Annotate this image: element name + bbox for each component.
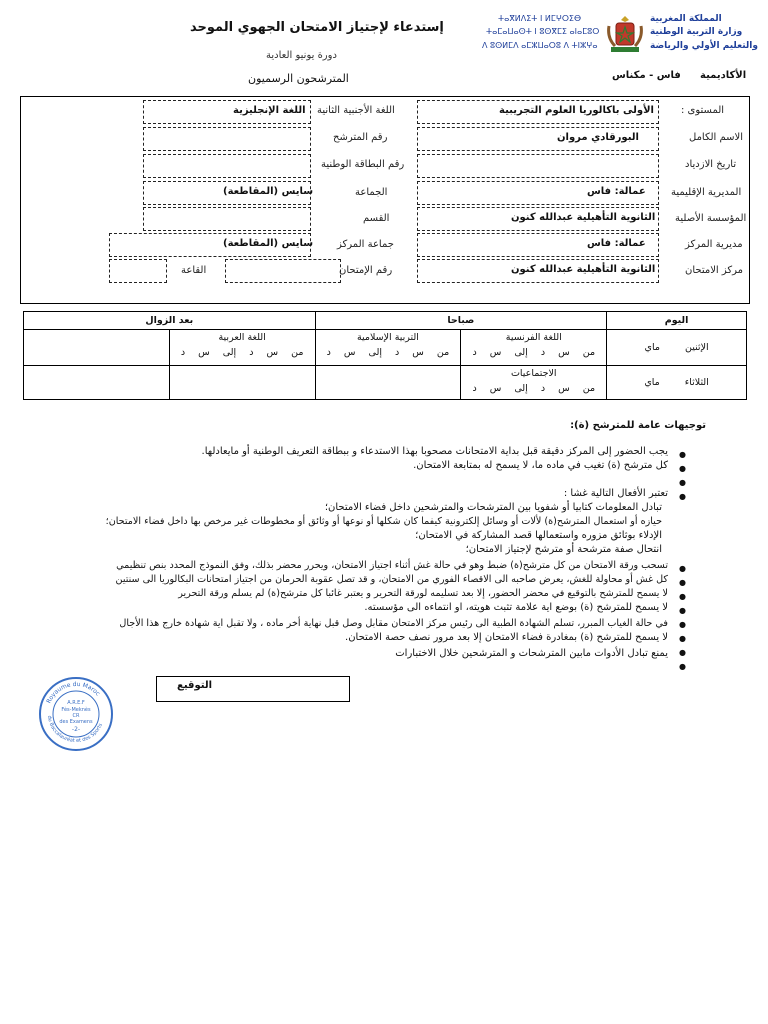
directive-line: تسحب ورقة الامتحان من كل مترشح(ة) ضبط وهو في حالة غش أثناء اجتياز الامتحان، ويحرر محضر بذلك، وفق النموذج المحدد بنص تنظيمي [116, 560, 668, 571]
commune-label: الجماعة [355, 187, 388, 198]
center-dir-label: مديرية المركز [685, 239, 743, 250]
directive-line: لا يسمح للمترشح (ة) بوضع اية علامة تثبت هويته، او انتماءه الى مؤسسته. [364, 602, 668, 613]
morning-header: صباحا [315, 312, 607, 330]
directive-line: تبادل المعلومات كتابيا أو شفويا بين المترشحات والمترشحين داخل فضاء الامتحان؛ [324, 502, 662, 513]
directive-line: تعتبر الأفعال التالية غشا : [563, 488, 668, 499]
bullet: ● [679, 450, 686, 459]
birthdate-label: تاريخ الازدياد [685, 159, 737, 170]
directive-line: كل غش أو محاولة للغش، يعرض صاحبه الى الاقصاء الفوري من الامتحان، و قد تصل عقوبة الحرمان من اجتياز امتحانات البكالوريا الى سنتين [115, 574, 668, 585]
afternoon-header: بعد الزوال [24, 312, 316, 330]
directive-line: لا يسمح للمترشح بالتوقيع في محضر الحضور، إلا بعد تسليمه لورقة التحرير و يعتبر غائبا كل مترشح(ة) لم يسلم ورقة التحرير [178, 588, 668, 599]
fullname-label: الاسم الكامل [689, 132, 744, 143]
lang2-label: اللغة الأجنبية الثانية [317, 105, 395, 116]
slot-empty [315, 366, 461, 400]
directive-line: حيازه أو استعمال المترشح(ة) لألات أو وسائل إلكترونية كيفما كان شكلها أو نوعها أو وثائق أو مخطوطات غير مرخص بها داخل فضاء الامتحان؛ [105, 516, 662, 527]
bullet: ● [679, 662, 686, 671]
ministry-name-line2: والتعليم الأولي والرياضة [650, 41, 758, 51]
directive-line: يمنع تبادل الأدوات مابين المترشحات و المترشحين خلال الاختبارات [395, 648, 668, 659]
commune-value: سايس (المقاطعة) [223, 186, 314, 197]
school-value: الثانوية التأهيلية عبدالله كنون [511, 212, 656, 223]
bullet: ● [679, 648, 686, 657]
document-title: إستدعاء لإجتياز الامتحان الجهوي الموحد [190, 20, 444, 35]
stamp-center-2: Fès-Meknès [61, 707, 91, 713]
stamp-top-text: Royaume du Maroc [45, 680, 102, 705]
bullet: ● [679, 620, 686, 629]
bullet: ● [679, 634, 686, 643]
subject-name: الاجتماعيات [510, 368, 557, 379]
level-value: الأولى باكالوريا العلوم التجريبية [499, 105, 654, 116]
day-tuesday: الثلاثاء ماي [607, 366, 747, 400]
stamp-center-5: -2- [71, 726, 81, 733]
bullet: ● [679, 606, 686, 615]
bullet: ● [679, 478, 686, 487]
birthdate-field [417, 154, 659, 178]
bullet: ● [679, 492, 686, 501]
level-label: المستوى : [681, 105, 725, 116]
directorate-value: عمالة: فاس [587, 186, 646, 197]
room-label: القاعة [181, 265, 207, 276]
class-field [143, 207, 311, 231]
exam-center-label: مركز الامتحان [685, 265, 744, 276]
lang2-value: اللغة الإنجليزية [233, 105, 306, 116]
bullet: ● [679, 592, 686, 601]
slot-arabic: اللغة العربية من س د إلى س د [169, 330, 315, 366]
tifinagh-line3: ⴷ ⵓⵙⵍⵎⴷ ⴰⵎⵣⵡⴰⵔⵓ ⴷ ⵜⵏⵣⵖⴰ [482, 41, 598, 50]
slot-social: الاجتماعيات من س د إلى س د [461, 366, 607, 400]
stamp-center-3: CR [72, 713, 80, 719]
slot-empty [169, 366, 315, 400]
directive-line: انتحال صفة مترشحة أو مترشح لإجتياز الامتحان؛ [465, 544, 662, 555]
candidate-info-box [20, 96, 750, 304]
bullet: ● [679, 464, 686, 473]
center-commune-value: سايس (المقاطعة) [223, 238, 314, 249]
slot-empty [24, 330, 170, 366]
kingdom-name: المملكة المغربية [650, 14, 722, 24]
cin-label: رقم البطاقة الوطنية [321, 159, 405, 170]
directive-line: في حالة الغياب المبرر، تسلم الشهادة الطبية الى رئيس مركز الامتحان مقابل وصل قبل نهاية أخر ماده ، ولا تقبل اية شهادة خارج هذا الأجال [119, 618, 668, 629]
candidate-no-field [143, 127, 311, 151]
directives-title: توجيهات عامة للمترشح (ة): [570, 420, 706, 431]
day-monday: الإثنين ماي [607, 330, 747, 366]
directive-line: لا يسمح للمترشح (ة) بمغادرة فضاء الامتحان إلا بعد مرور نصف حصة الامتحان. [345, 632, 668, 643]
class-label: القسم [363, 213, 390, 224]
academy-label: الأكاديمية [700, 70, 747, 81]
academy-value: فاس - مكناس [612, 70, 681, 81]
bullet: ● [679, 578, 686, 587]
official-stamp [38, 676, 114, 752]
exam-no-label: رقم الإمتحان [339, 265, 393, 276]
slot-islamic: التربية الإسلامية من س د إلى س د [315, 330, 461, 366]
stamp-bottom-text: du Baccalauréat et des Sports [46, 715, 104, 745]
candidate-category: المترشحون الرسميون [248, 72, 349, 85]
stamp-center-1: A.R.E.F [67, 700, 85, 706]
cin-field [143, 154, 311, 178]
session-name: دورة يونيو العادية [266, 50, 337, 61]
stamp-center-4: des Examens [59, 719, 93, 725]
bullet: ● [679, 564, 686, 573]
signature-label: التوقيع [177, 680, 212, 691]
signature-box [156, 676, 350, 702]
subject-name: التربية الإسلامية [356, 332, 419, 343]
ministry-name-line1: وزارة التربية الوطنية [650, 27, 743, 37]
center-commune-label: جماعة المركز [337, 239, 394, 250]
exam-center-value: الثانوية التأهيلية عبدالله كنون [511, 264, 656, 275]
room-field [109, 259, 167, 283]
subject-name: اللغة العربية [218, 332, 266, 343]
schedule-row-monday [24, 330, 747, 366]
directive-line: الإدلاء بوثائق مزوره واستعمالها قصد المشاركة في الامتحان؛ [415, 530, 662, 541]
directorate-label: المديرية الإقليمية [671, 187, 742, 198]
exam-no-field [225, 259, 341, 283]
directive-line: يجب الحضور إلى المركز دقيقة قبل بداية الامتحانات مصحوبا بهذا الاستدعاء و ببطاقة التعريف الوطنية أو مايعادلها. [201, 446, 668, 457]
schedule-row-tuesday [24, 366, 747, 400]
candidate-no-label: رقم المترشح [333, 132, 388, 143]
school-label: المؤسسة الأصلية [675, 213, 747, 224]
subject-name: اللغة الفرنسية [505, 332, 562, 343]
ministry-emblem [606, 14, 644, 54]
slot-empty [24, 366, 170, 400]
center-dir-value: عمالة: فاس [587, 238, 646, 249]
exam-schedule-table [23, 311, 747, 400]
slot-french: اللغة الفرنسية من س د إلى س د [461, 330, 607, 366]
tifinagh-line1: ⵜⴰⴳⵍⴷⵉⵜ ⵏ ⵍⵎⵖⵔⵉⴱ [498, 14, 582, 23]
tifinagh-line2: ⵜⴰⵎⴰⵡⴰⵙⵜ ⵏ ⵓⵙⴳⵎⵉ ⴰⵏⴰⵎⵓⵔ [486, 27, 600, 36]
directive-line: كل مترشح (ة) تغيب في ماده ما، لا يسمح له بمتابعة الامتحان. [413, 460, 668, 471]
day-header: اليوم [607, 312, 747, 330]
fullname-value: البورقادي مروان [557, 132, 639, 143]
